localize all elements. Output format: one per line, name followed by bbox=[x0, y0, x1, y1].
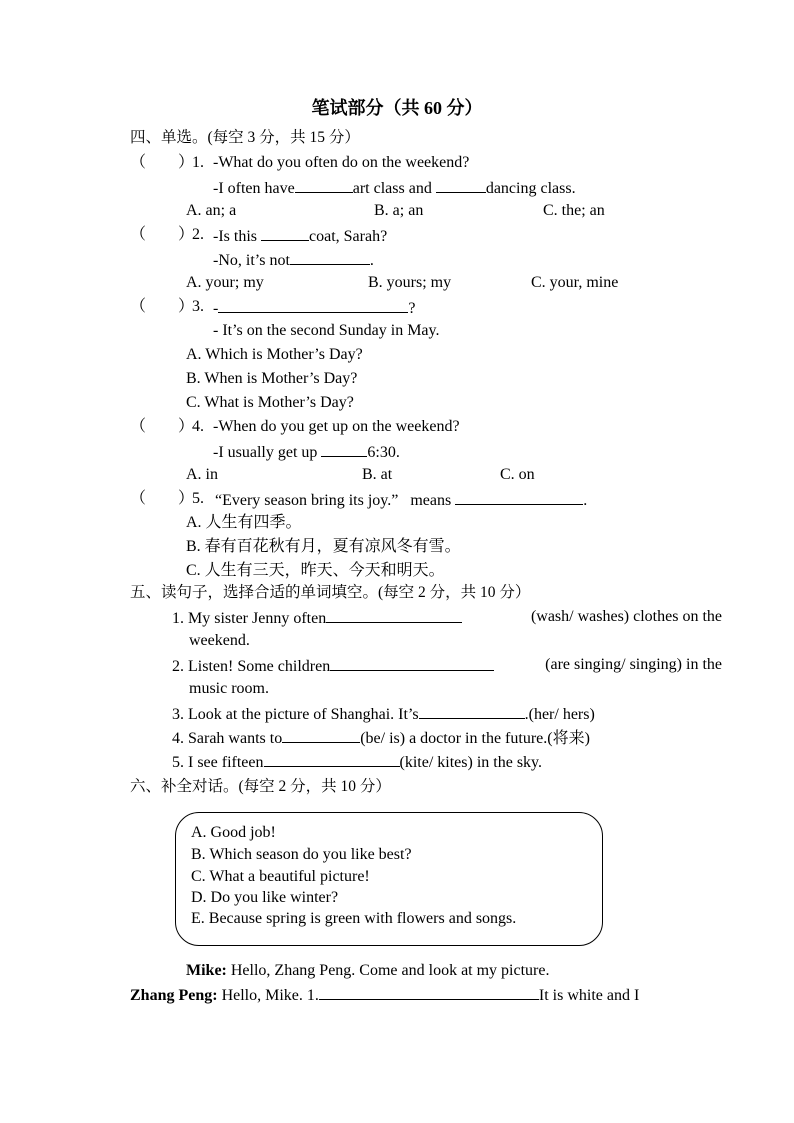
s5-blank-3[interactable] bbox=[419, 703, 525, 719]
option-a: A. Good job! bbox=[191, 824, 276, 841]
q3-number: 3. bbox=[192, 298, 204, 315]
q4-option-a: A. in bbox=[186, 466, 218, 483]
q3-option-c: C. What is Mother’s Day? bbox=[186, 394, 354, 411]
s5-blank-1[interactable] bbox=[326, 607, 462, 623]
option-d: D. Do you like winter? bbox=[191, 889, 339, 906]
q2-option-c: C. your, mine bbox=[531, 274, 619, 291]
q2-line1: -Is this coat, Sarah? bbox=[213, 225, 387, 247]
q5-number: 5. bbox=[192, 490, 204, 507]
q4-line1: -When do you get up on the weekend? bbox=[213, 418, 460, 435]
q5-blank[interactable] bbox=[455, 489, 583, 505]
option-b: B. Which season do you like best? bbox=[191, 846, 412, 863]
q3-option-b: B. When is Mother’s Day? bbox=[186, 370, 358, 387]
q2-option-b: B. yours; my bbox=[368, 274, 452, 291]
q2-number: 2. bbox=[192, 226, 204, 243]
q1-blank-1[interactable] bbox=[295, 177, 353, 193]
q3-line1: - ? bbox=[213, 297, 415, 319]
s5-item-2-cont: music room. bbox=[189, 680, 269, 697]
q3-line2: - It’s on the second Sunday in May. bbox=[213, 322, 440, 339]
page-title: 笔试部分（共 60 分） bbox=[311, 98, 483, 118]
s5-item-5: 5. I see fifteen (kite/ kites) in the sky. bbox=[172, 751, 542, 773]
s5-blank-4[interactable] bbox=[282, 727, 360, 743]
option-c: C. What a beautiful picture! bbox=[191, 868, 370, 885]
speaker-zhang-peng: Zhang Peng: bbox=[130, 987, 218, 1004]
q1-option-c: C. the; an bbox=[543, 202, 605, 219]
q4-number: 4. bbox=[192, 418, 204, 435]
s5-item-2: 2. Listen! Some children (are singing/ singing) in the bbox=[172, 656, 722, 675]
q1-option-a: A. an; a bbox=[186, 202, 237, 219]
q5-paren: （ ） bbox=[130, 490, 195, 507]
q4-paren: （ ） bbox=[130, 418, 195, 435]
q3-paren: （ ） bbox=[130, 298, 195, 315]
q2-line2: -No, it’s not . bbox=[213, 249, 374, 271]
q1-paren: （ ） bbox=[130, 154, 195, 171]
q3-blank[interactable] bbox=[218, 297, 408, 313]
s5-blank-2[interactable] bbox=[330, 655, 494, 671]
dialog-blank-1[interactable] bbox=[319, 984, 539, 1000]
q2-blank-1[interactable] bbox=[261, 225, 309, 241]
q1-number: 1. bbox=[192, 154, 204, 171]
q4-line2: -I usually get up 6:30. bbox=[213, 441, 400, 463]
q1-line1: -What do you often do on the weekend? bbox=[213, 154, 470, 171]
q4-option-c: C. on bbox=[500, 466, 535, 483]
dialog-line-2: Zhang Peng: Hello, Mike. 1. It is white and I bbox=[130, 984, 639, 1006]
q2-paren: （ ） bbox=[130, 226, 195, 243]
q5-option-c: C. 人生有三天，昨天、今天和明天。 bbox=[186, 562, 445, 579]
q2-option-a: A. your; my bbox=[186, 274, 264, 291]
s5-blank-5[interactable] bbox=[264, 751, 400, 767]
q5-option-b: B. 春有百花秋有月，夏有凉风冬有雪。 bbox=[186, 538, 461, 555]
s5-item-4: 4. Sarah wants to (be/ is) a doctor in the future.(将来) bbox=[172, 727, 590, 749]
s5-item-1-cont: weekend. bbox=[189, 632, 250, 649]
section4-heading: 四、单选。(每空 3 分，共 15 分） bbox=[130, 129, 360, 146]
q2-blank-2[interactable] bbox=[290, 249, 370, 265]
q5-line1: “Every season bring its joy.” means . bbox=[215, 489, 587, 511]
option-e: E. Because spring is green with flowers and songs. bbox=[191, 910, 517, 927]
section5-heading: 五、读句子，选择合适的单词填空。(每空 2 分，共 10 分） bbox=[130, 584, 531, 601]
s5-item-3: 3. Look at the picture of Shanghai. It’s .(her/ hers) bbox=[172, 703, 595, 725]
q5-option-a: A. 人生有四季。 bbox=[186, 514, 302, 531]
speaker-mike: Mike: bbox=[186, 962, 227, 979]
q1-line2: -I often have art class and dancing class. bbox=[213, 177, 576, 199]
section6-heading: 六、补全对话。(每空 2 分，共 10 分） bbox=[130, 778, 391, 795]
q3-option-a: A. Which is Mother’s Day? bbox=[186, 346, 363, 363]
q1-option-b: B. a; an bbox=[374, 202, 424, 219]
dialog-line-1: Mike: Hello, Zhang Peng. Come and look at my picture. bbox=[186, 962, 550, 979]
q1-blank-2[interactable] bbox=[436, 177, 486, 193]
s5-item-1: 1. My sister Jenny often (wash/ washes) clothes on the bbox=[172, 608, 722, 627]
q4-option-b: B. at bbox=[362, 466, 393, 483]
q4-blank[interactable] bbox=[321, 441, 367, 457]
